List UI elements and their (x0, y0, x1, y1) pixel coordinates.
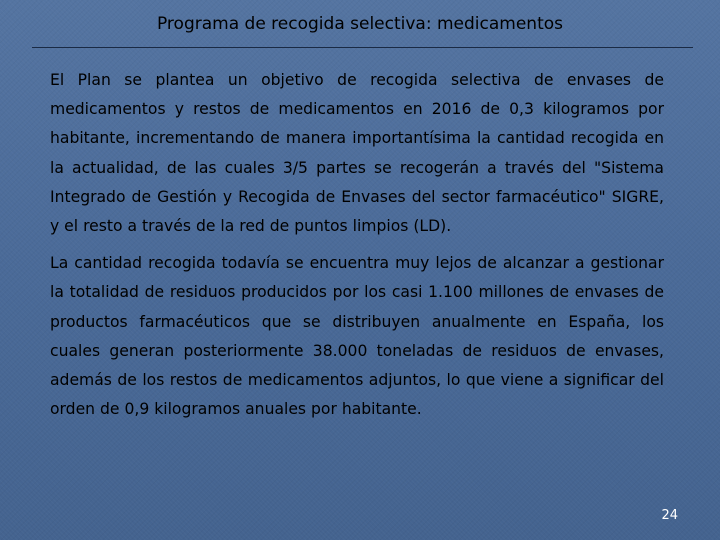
page-number: 24 (661, 508, 678, 523)
slide-title: Programa de recogida selectiva: medicamentos (156, 14, 563, 34)
paragraph-current-amount: La cantidad recogida todavía se encuentra muy lejos de alcanzar a gestionar la totalidad de residuos producidos por los casi 1.100 millones de envases de productos farmacéuticos que se distribuyen anualmente en España, los cuales generan posteriormente 38.000 toneladas de residuos de envases, además de los restos de medicamentos adjuntos, lo que viene a significar del orden de 0,9 kilogramos anuales por habitante. (50, 254, 664, 419)
title-divider (32, 47, 693, 48)
slide-body (50, 66, 664, 424)
paragraph-plan-objective: El Plan se plantea un objetivo de recogida selectiva de envases de medicamentos y restos de medicamentos en 2016 de 0,3 kilogramos por habitante, incrementando de manera importantísima la cantidad recogida en la actualidad, de las cuales 3/5 partes se recogerán a través del "Sistema Integrado de Gestión y Recogida de Envases del sector farmacéutico" SIGRE, y el resto a través de la red de puntos limpios (LD). (50, 71, 664, 236)
